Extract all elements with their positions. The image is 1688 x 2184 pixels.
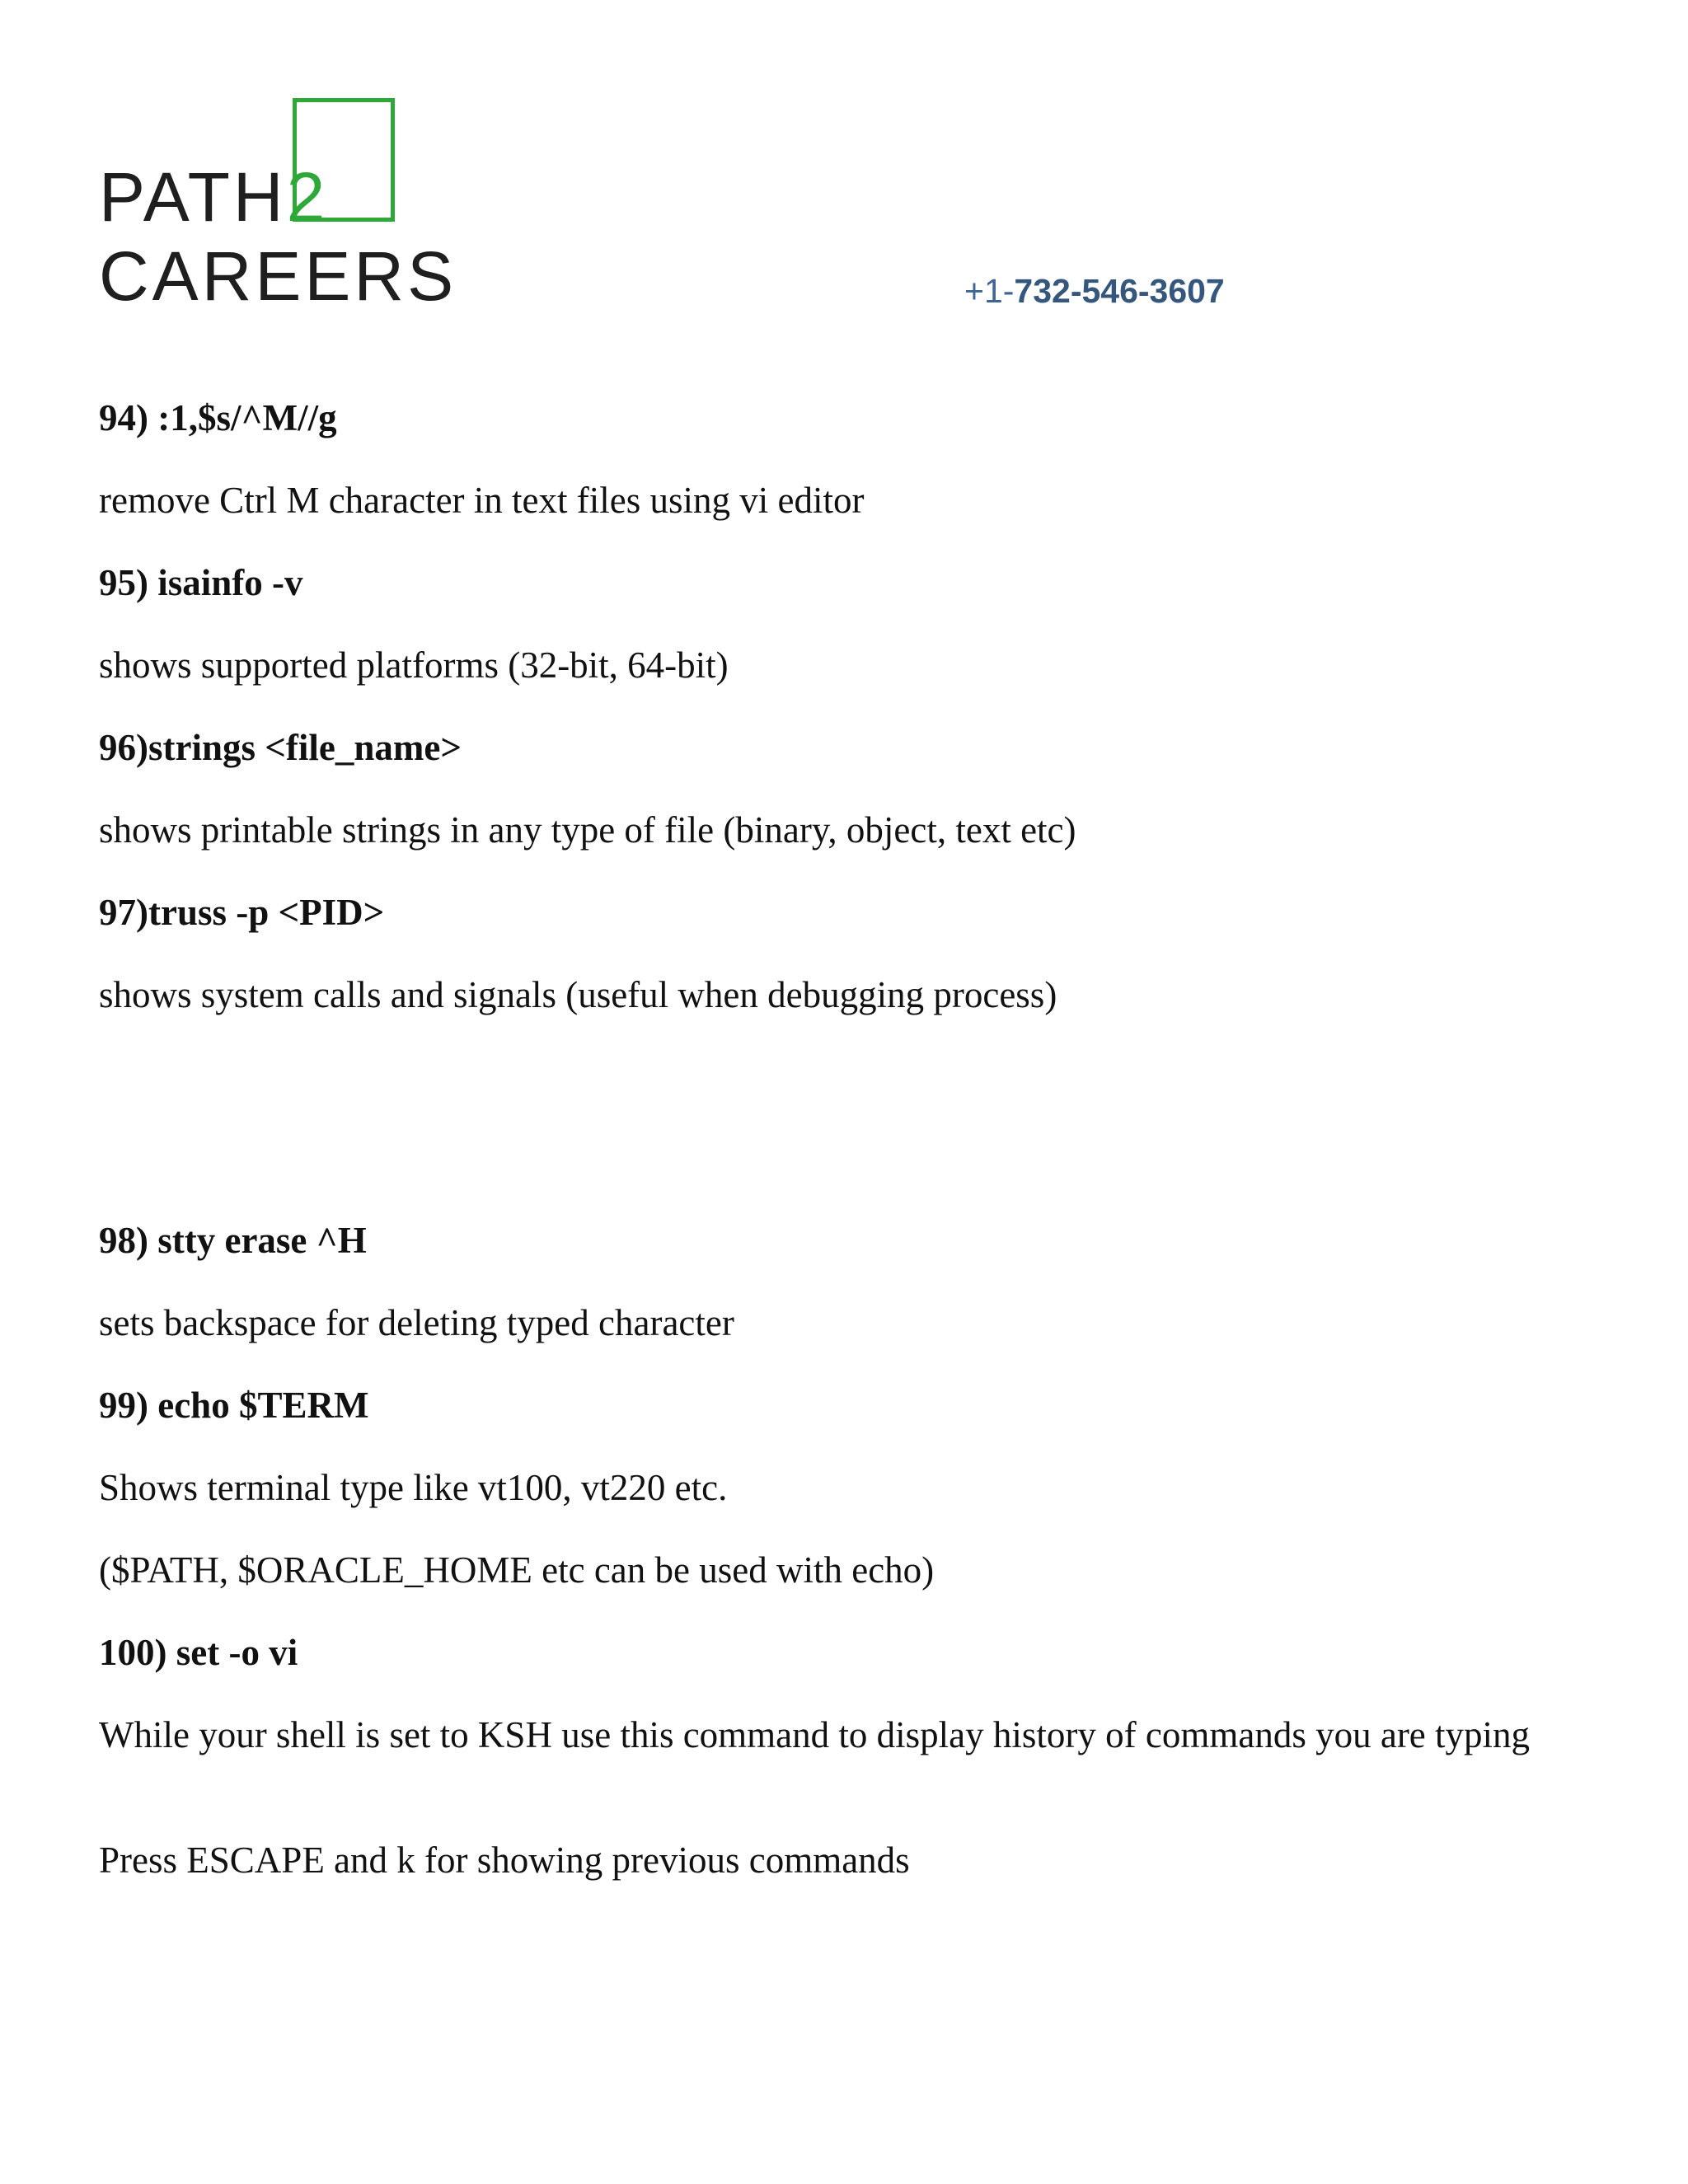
phone-digits: 732-546-3607 (1014, 272, 1225, 310)
phone-number (964, 272, 1225, 311)
command-heading: 97)truss -p <PID> (99, 892, 385, 933)
logo-text-path (99, 158, 329, 236)
command-description: While your shell is set to KSH use this command to display history of commands you are typing (99, 1714, 1531, 1755)
path2careers-logo (99, 95, 462, 315)
logo-text-careers: CAREERS (99, 237, 457, 315)
command-description: shows system calls and signals (useful when debugging process) (99, 974, 1057, 1015)
command-description: Press ESCAPE and k for showing previous commands (99, 1840, 910, 1881)
command-heading: 94) :1,$s/^M//g (99, 397, 337, 438)
command-heading: 98) stty erase ^H (99, 1220, 367, 1261)
logo-digit-two: 2 (286, 158, 329, 236)
command-heading: 100) set -o vi (99, 1632, 298, 1673)
command-heading: 99) echo $TERM (99, 1385, 369, 1426)
command-description: sets backspace for deleting typed character (99, 1302, 734, 1343)
logo-word-path: PATH (99, 158, 287, 236)
command-description: remove Ctrl M character in text files using vi editor (99, 480, 865, 521)
command-heading: 95) isainfo -v (99, 562, 303, 603)
command-description: ($PATH, $ORACLE_HOME etc can be used with echo) (99, 1549, 935, 1591)
command-description: shows printable strings in any type of file (binary, object, text etc) (99, 809, 1076, 851)
command-heading: 96)strings <file_name> (99, 727, 462, 768)
command-description: shows supported platforms (32-bit, 64-bit) (99, 644, 729, 686)
phone-prefix: +1- (964, 272, 1015, 310)
command-description: Shows terminal type like vt100, vt220 etc. (99, 1467, 728, 1508)
